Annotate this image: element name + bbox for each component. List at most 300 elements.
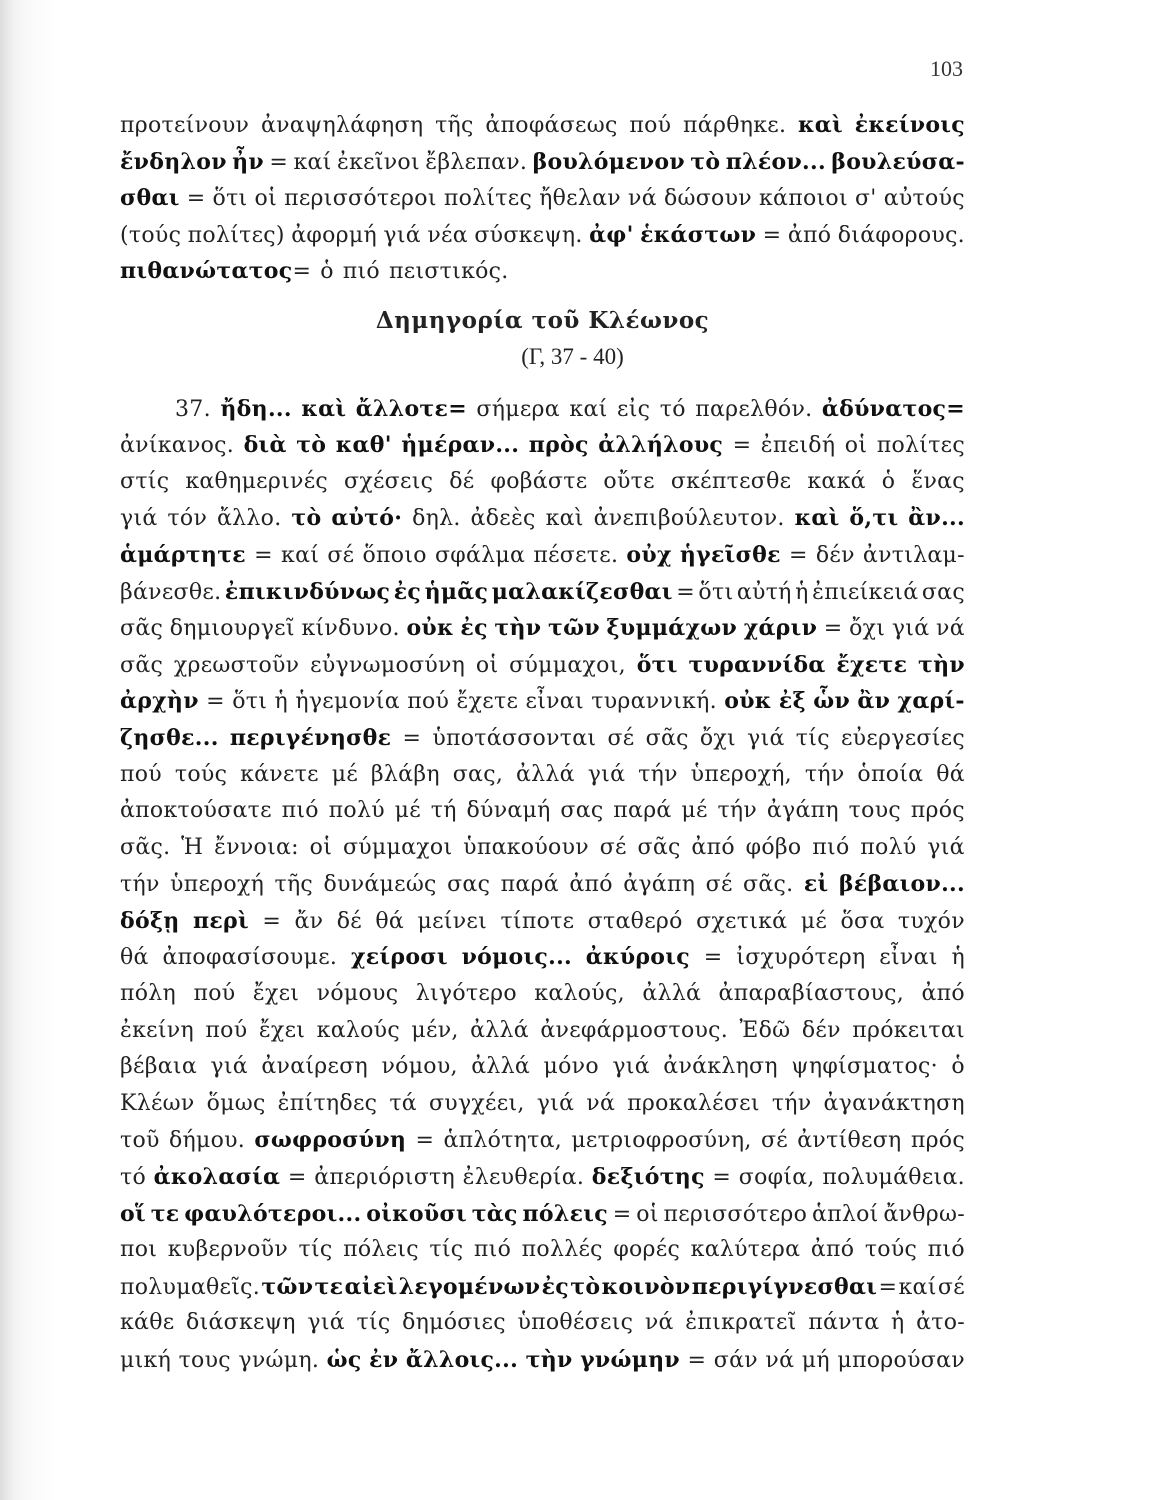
lemma-word: ἀκύροις xyxy=(585,944,690,971)
word: καί xyxy=(898,1274,937,1300)
text-line xyxy=(120,432,965,469)
text-line xyxy=(120,725,965,762)
word: = xyxy=(788,542,808,568)
word: εἰς xyxy=(617,396,651,422)
page-number: 103 xyxy=(930,56,963,81)
lemma-word: ἐν xyxy=(369,1347,399,1373)
word: μέ xyxy=(800,908,828,934)
word: τά xyxy=(389,1090,417,1116)
word: τίς xyxy=(795,725,830,751)
lemma-word: διὰ xyxy=(243,432,287,459)
lemma-word: σωφροσύνη xyxy=(254,1127,407,1154)
word: λιγότερο xyxy=(415,981,517,1007)
lemma-word: ἀφ' xyxy=(589,221,634,248)
word: = xyxy=(292,259,312,285)
word: πέσετε. xyxy=(533,542,619,568)
word: ὑπακούουν xyxy=(463,834,589,860)
word: = xyxy=(612,1201,632,1227)
text-line xyxy=(120,258,965,295)
word: ἀπό xyxy=(569,872,613,898)
word: ἐπίτηδες xyxy=(277,1090,378,1116)
word: κάθε xyxy=(120,1310,175,1336)
word: ὅτι xyxy=(212,186,248,212)
word: πόλη xyxy=(120,981,177,1007)
word: ἁπλότητα, xyxy=(443,1128,563,1154)
word: = xyxy=(287,1165,307,1191)
word: ἐπειδή xyxy=(760,433,836,459)
text-line xyxy=(120,981,965,1018)
word: ἤθελαν xyxy=(539,186,621,212)
word: κάνετε xyxy=(240,761,319,787)
word: διάσκεψη xyxy=(186,1310,296,1336)
word: γιά xyxy=(747,725,785,751)
word: = xyxy=(402,725,422,751)
word: ἀντιλαμ- xyxy=(862,542,965,568)
lemma-word: ἡγεῖσθε xyxy=(679,541,781,568)
word: μή xyxy=(801,1348,830,1373)
word: τους xyxy=(848,798,901,824)
lemma-word: ἐς xyxy=(393,578,422,605)
word: σέ xyxy=(705,872,733,898)
lemma-word: δεξιότης xyxy=(591,1164,705,1191)
word: μική xyxy=(120,1348,172,1373)
lemma-word: πρὸς xyxy=(528,432,589,459)
lemma-word: ζησθε... xyxy=(120,724,219,751)
word: εἶναι xyxy=(525,689,584,715)
word: γιά xyxy=(383,222,421,248)
lemma-word: μαλακίζεσθαι xyxy=(491,578,673,605)
lemma-word: ἤδη... xyxy=(220,395,292,422)
word: καί xyxy=(293,149,332,175)
word: = xyxy=(262,908,282,934)
word: ἁπλοί xyxy=(811,1201,879,1227)
lemma-word: ἑκάστων xyxy=(640,221,757,248)
lemma-word: ἔνδηλον xyxy=(120,148,227,175)
word: πάρθηκε. xyxy=(683,113,787,138)
lemma-word: ἁμάρτητε xyxy=(120,541,246,568)
word: τήν xyxy=(771,1090,812,1116)
word: περισσότεροι xyxy=(284,186,437,212)
lemma-word: αἰεὶ xyxy=(344,1273,398,1300)
lemma-word: βουλεύσα- xyxy=(831,148,965,175)
word: προκαλέσει xyxy=(627,1090,760,1116)
preceding-commentary xyxy=(120,112,965,258)
lemma-word: ἔχετε xyxy=(836,651,908,678)
word: δέν xyxy=(801,1017,841,1043)
word: τήν xyxy=(717,798,758,824)
word: ἔννοια: xyxy=(214,834,299,860)
word: ἔχει xyxy=(252,981,300,1007)
word: ἀλλά xyxy=(642,981,702,1007)
word: πολυμάθεια. xyxy=(822,1165,965,1191)
word: σύμμαχοι, xyxy=(509,652,626,678)
text-line xyxy=(120,798,965,835)
word: νέα xyxy=(427,222,468,248)
word: ὅτι xyxy=(698,579,734,605)
lemma-word: ὡς xyxy=(326,1347,362,1373)
word: γιά xyxy=(587,761,626,787)
word: ἀποκτούσατε xyxy=(120,798,272,824)
word: τίποτε xyxy=(500,908,575,934)
word: ὄχι xyxy=(699,725,736,751)
lemma-word: καὶ xyxy=(794,505,840,532)
lemma-word: ἀλλήλους xyxy=(598,432,724,459)
word: τῆς xyxy=(274,872,314,898)
word: σταθερό xyxy=(587,908,683,934)
word: πού xyxy=(120,761,162,787)
word: ἀποφάσεως xyxy=(485,113,618,138)
word: τούς xyxy=(864,1237,918,1263)
word: εὐγνωμοσύνη xyxy=(310,652,466,678)
word: ὁποία xyxy=(857,761,924,787)
lemma-word: τὴν xyxy=(494,615,542,642)
word: σχετικά xyxy=(696,908,788,934)
word: σας xyxy=(921,579,965,605)
text-line xyxy=(120,579,965,616)
word: 37. xyxy=(175,396,211,422)
word: ψηφίσματος· xyxy=(791,1054,938,1080)
word: τους xyxy=(178,1348,231,1373)
word: βέβαια xyxy=(120,1054,197,1080)
lemma-word: λεγομένων xyxy=(398,1273,541,1300)
word: ἀποφασίσουμε. xyxy=(162,945,338,971)
word: σᾶς xyxy=(637,834,681,860)
word: οἱ xyxy=(844,433,868,459)
word: ὑποθέσεις xyxy=(517,1310,634,1336)
lemma-word: καθ' xyxy=(335,432,392,459)
word: νά xyxy=(765,1348,795,1373)
text-line xyxy=(120,762,965,799)
text-line xyxy=(120,396,965,433)
word: ἀναψηλάφηση xyxy=(260,113,424,138)
word: οἱ xyxy=(636,1201,659,1227)
lemma-word: ἀκολασία xyxy=(153,1164,281,1191)
word: σᾶς. xyxy=(120,834,171,860)
lemma-word: τὴν xyxy=(525,1347,573,1373)
lemma-word: ἐπικινδύνως xyxy=(224,578,391,605)
word: στίς xyxy=(120,468,170,494)
word: ὁ xyxy=(320,259,334,285)
word: θά xyxy=(120,945,149,971)
lemma-word: τῶν xyxy=(261,1273,314,1300)
word: αὐτούς xyxy=(883,186,965,212)
word: Ἡ xyxy=(181,834,204,860)
word: τό xyxy=(120,1165,147,1191)
word: οὔτε xyxy=(603,468,655,494)
text-line xyxy=(120,652,965,689)
lemma-word: τε xyxy=(314,1273,344,1300)
word: τοῦ xyxy=(120,1128,160,1154)
lemma-word: νόμοις... xyxy=(461,944,572,971)
section-heading: Δημηγορία τοῦ Κλέωνος xyxy=(375,306,710,334)
word: χρεωστοῦν xyxy=(173,652,300,678)
lemma-word: ἡμέραν... xyxy=(401,432,520,459)
lemma-word: τὴν xyxy=(918,651,965,678)
word: δημόσιες xyxy=(402,1310,506,1336)
word: πιό xyxy=(342,259,380,285)
lemma-word: ξυμμάχων xyxy=(606,615,738,642)
lemma-word: αὐτό· xyxy=(331,505,403,532)
word: πιό xyxy=(927,1237,965,1263)
word: πάντα xyxy=(808,1310,880,1336)
text-line xyxy=(120,505,965,542)
word: συγχέει, xyxy=(428,1090,525,1116)
word: = xyxy=(186,186,206,212)
word: μέ xyxy=(394,798,421,824)
word: = xyxy=(269,149,289,175)
word: = xyxy=(206,689,225,715)
commentary-section-37 xyxy=(120,396,965,1384)
word: νά xyxy=(644,1310,674,1336)
lemma-word: ὅτι xyxy=(636,651,678,678)
word: σέ xyxy=(760,1128,788,1154)
word: ἀνάκληση xyxy=(663,1054,778,1080)
text-line xyxy=(120,469,965,506)
word: ἀπό xyxy=(921,981,965,1007)
word: ἀνεφάρμοστους. xyxy=(540,1017,729,1043)
word: ἐκείνη xyxy=(120,1017,194,1043)
word: μέ xyxy=(331,761,359,787)
word: ἔχετε xyxy=(456,689,519,715)
word: ὅποιο xyxy=(362,542,427,568)
word: τίς xyxy=(298,1237,333,1263)
word: περισσότερο xyxy=(663,1201,808,1227)
word: γιά xyxy=(536,1090,575,1116)
lemma-word: οὐκ xyxy=(406,615,454,642)
word: ἀγάπη xyxy=(623,872,696,898)
word: φόβο xyxy=(745,834,802,860)
word: σας xyxy=(447,872,491,898)
lemma-word: ἄλλοτε= xyxy=(355,395,467,422)
word: ἀπό xyxy=(691,834,735,860)
word: κάποιοι xyxy=(759,186,848,212)
word: προτείνουν xyxy=(120,113,250,138)
word: γιά xyxy=(612,1054,650,1080)
word: τυραννική. xyxy=(591,689,717,715)
word: ἀλλά xyxy=(516,761,575,787)
lemma-word: ἦν xyxy=(232,148,265,175)
text-line xyxy=(120,1274,965,1311)
word: σφάλμα xyxy=(434,542,526,568)
lemma-word: χείροσι xyxy=(351,944,448,971)
word: θά xyxy=(375,908,405,934)
word: πολίτες xyxy=(443,186,533,212)
word: ἄνθρω- xyxy=(883,1201,965,1227)
lemma-word: οὐκ xyxy=(724,688,772,715)
text-line xyxy=(120,688,965,725)
body-text xyxy=(120,112,965,1384)
word: δήμου. xyxy=(168,1128,246,1154)
word: δέ xyxy=(449,468,475,494)
word: εἶναι xyxy=(879,945,938,971)
word: τῆς xyxy=(435,113,474,138)
word: ἀγανάκτηση xyxy=(823,1090,965,1116)
text-line xyxy=(120,1127,965,1164)
word: πού xyxy=(407,689,450,715)
word: κίνδυνο. xyxy=(301,616,400,642)
lemma-word: ἀρχὴν xyxy=(120,688,199,715)
lemma-word: ἡμᾶς xyxy=(424,578,489,605)
word: ἀτο- xyxy=(916,1310,965,1336)
word: = xyxy=(762,222,782,248)
word: ἐπικρατεῖ xyxy=(685,1310,797,1336)
word: ἀπαραβίαστους, xyxy=(718,981,905,1007)
word: ἐλευθερία. xyxy=(462,1165,585,1191)
word: νόμους xyxy=(316,981,399,1007)
word: καθημερινές xyxy=(185,468,329,494)
word: πιό xyxy=(281,798,319,824)
word: ἡ xyxy=(274,689,288,715)
word: σκέπτεσθε xyxy=(670,468,792,494)
word: ὁ xyxy=(881,468,896,494)
word: ἀφορμή xyxy=(291,222,377,248)
word: δυνάμεώς xyxy=(323,872,437,898)
word: πόλεις xyxy=(343,1237,419,1263)
word: ἀπεριόριστη xyxy=(314,1165,455,1191)
lemma-word: ὅ,τι xyxy=(849,505,899,532)
word: γιά xyxy=(307,1310,345,1336)
word: ἄλλο. xyxy=(217,506,282,532)
word: ὑπεροχή, xyxy=(690,761,792,787)
lemma-word: πλέον... xyxy=(725,148,826,175)
word: σας xyxy=(560,798,604,824)
word: Ἐδῶ xyxy=(739,1017,791,1043)
word: ἀνεπιβούλευτον. xyxy=(593,506,785,532)
word: γιά xyxy=(891,616,930,642)
text-line xyxy=(120,1164,965,1201)
lemma-word: ἄλλοις... xyxy=(405,1347,519,1373)
lemma-word: περιγίγνεσθαι xyxy=(691,1273,878,1300)
word: τυχόν xyxy=(897,908,965,934)
word: ὅμως xyxy=(206,1090,266,1116)
word: ὁ xyxy=(951,1054,965,1080)
word: πολυμαθεῖς. xyxy=(120,1274,261,1300)
word: φορές xyxy=(613,1237,681,1263)
word: πρός xyxy=(910,1128,965,1154)
lemma-word: ἂν xyxy=(857,688,891,715)
text-line xyxy=(120,1054,965,1091)
lemma-word: βέβαιον... xyxy=(838,871,965,898)
word: νά xyxy=(628,186,657,212)
text-line xyxy=(120,1237,965,1274)
word: αὐτή xyxy=(736,579,792,605)
word: ἡ xyxy=(795,579,809,605)
word: ἀγάπη xyxy=(766,798,839,824)
word: = xyxy=(676,579,695,605)
lemma-word: χαρί- xyxy=(897,688,965,715)
word: τήν xyxy=(804,761,845,787)
word: δώσουν xyxy=(663,186,752,212)
lemma-word: φαυλότεροι... xyxy=(184,1200,362,1227)
word: οἱ xyxy=(254,186,278,212)
word: θά xyxy=(936,761,965,787)
word: = xyxy=(703,945,723,971)
text-line xyxy=(120,1018,965,1055)
word: πρός xyxy=(910,798,965,824)
word: τούς xyxy=(174,761,228,787)
lemma-word: τυραννίδα xyxy=(688,651,826,678)
word: πειστικός. xyxy=(388,259,509,285)
word: παρά xyxy=(500,872,559,898)
lemma-word: καὶ xyxy=(798,112,843,138)
word: παρά xyxy=(613,798,672,824)
word: ὅτι xyxy=(232,689,268,715)
text-line xyxy=(120,908,965,945)
word: τίς xyxy=(356,1310,391,1336)
word: βλάβη xyxy=(370,761,440,787)
text-line xyxy=(120,222,965,259)
word: ὅσα xyxy=(840,908,885,934)
word: = xyxy=(254,542,273,568)
text-line xyxy=(120,944,965,981)
word: σᾶς xyxy=(645,725,689,751)
word: ἀντίθεση xyxy=(797,1128,902,1154)
word: καλύτερα xyxy=(690,1237,801,1263)
word: ὑποτάσσονται xyxy=(432,725,597,751)
word: οἱ xyxy=(475,652,499,678)
word: ἄν xyxy=(294,908,324,934)
word: εὐεργεσίες xyxy=(840,725,965,751)
text-line xyxy=(120,1347,965,1384)
lemma-word: οἰκοῦσι xyxy=(366,1200,467,1227)
word: πολύ xyxy=(328,798,385,824)
word: νόμου, xyxy=(381,1054,458,1080)
word: παρελθόν. xyxy=(695,396,813,422)
word: δύναμή xyxy=(466,798,551,824)
word: ἰσχυρότερη xyxy=(736,945,866,971)
word: πιό xyxy=(473,1237,512,1263)
lemma-word: περὶ xyxy=(192,907,249,934)
word: τίς xyxy=(429,1237,464,1263)
text-line xyxy=(120,871,965,908)
text-line xyxy=(120,1310,965,1347)
word: τό xyxy=(659,396,686,422)
word: μέ xyxy=(681,798,708,824)
word: σοφία, xyxy=(738,1165,815,1191)
word: πρόκειται xyxy=(852,1017,965,1043)
lemma-word: τὸ xyxy=(291,505,322,532)
word: ἡγεμονία xyxy=(295,689,400,715)
word: ἀπό xyxy=(787,222,832,248)
word: τήν xyxy=(638,761,678,787)
word: σάν xyxy=(713,1348,758,1373)
word: ποι xyxy=(120,1237,158,1263)
lemma-word: ἐξ xyxy=(778,688,806,715)
word: σήμερα xyxy=(476,396,560,422)
word: Κλέων xyxy=(120,1090,195,1116)
lemma-word: ἀδύνατος= xyxy=(821,395,965,422)
word: ἀλλά xyxy=(471,1054,531,1080)
word: ὄχι xyxy=(849,616,886,642)
lemma-word: δόξῃ xyxy=(120,907,180,934)
word: διάφορους. xyxy=(837,222,965,248)
word: καί xyxy=(281,542,320,568)
word: ἀλλά xyxy=(470,1017,529,1043)
lemma-word: τε xyxy=(150,1200,180,1227)
lemma-word: οἵ xyxy=(120,1200,146,1227)
lemma-word: περιγένησθε xyxy=(229,724,392,751)
word: σᾶς. xyxy=(743,872,794,898)
word: δηλ. xyxy=(412,506,461,532)
word: τόν xyxy=(167,506,208,532)
word: σας, xyxy=(452,761,504,787)
word: σέ xyxy=(937,1274,965,1300)
word: φοβάστε xyxy=(490,468,588,494)
word: σύμμαχοι xyxy=(342,834,453,860)
word: πιό xyxy=(812,834,850,860)
word: ἀπό xyxy=(810,1237,855,1263)
word: ἡ xyxy=(891,1310,905,1336)
